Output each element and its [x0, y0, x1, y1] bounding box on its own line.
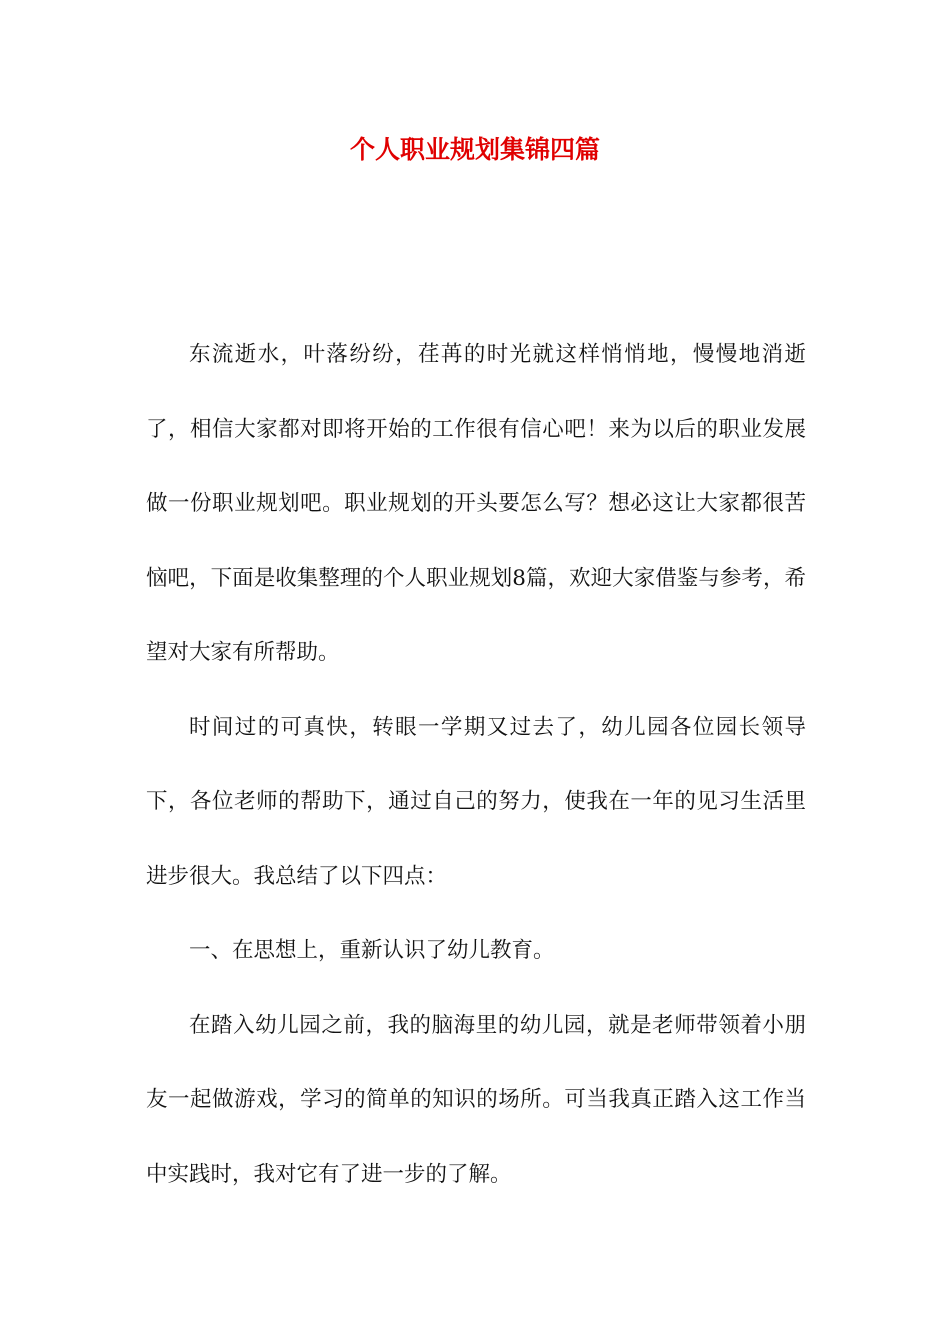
paragraph-summary: 时间过的可真快，转眼一学期又过去了，幼儿园各位园长领导下，各位老师的帮助下，通过自己的努力，使我在一年的见习生活里进步很大。我总结了以下四点： — [146, 714, 806, 889]
paragraph-kindergarten: 在踏入幼儿园之前，我的脑海里的幼儿园，就是老师带领着小朋友一起做游戏，学习的简单的知识的场所。可当我真正踏入这工作当中实践时，我对它有了进一步的了解。 — [146, 1012, 806, 1187]
paragraph-heading-one: 一、在思想上，重新认识了幼儿教育。 — [189, 938, 555, 963]
document-body — [146, 318, 806, 1212]
paragraph-intro: 东流逝水，叶落纷纷，荏苒的时光就这样悄悄地，慢慢地消逝了，相信大家都对即将开始的工作很有信心吧！来为以后的职业发展做一份职业规划吧。职业规划的开头要怎么写？想必这让大家都很苦恼吧，下面是收集整理的个人职业规划8篇，欢迎大家借鉴与参考，希望对大家有所帮助。 — [146, 342, 806, 665]
document-title: 个人职业规划集锦四篇 — [349, 135, 600, 164]
